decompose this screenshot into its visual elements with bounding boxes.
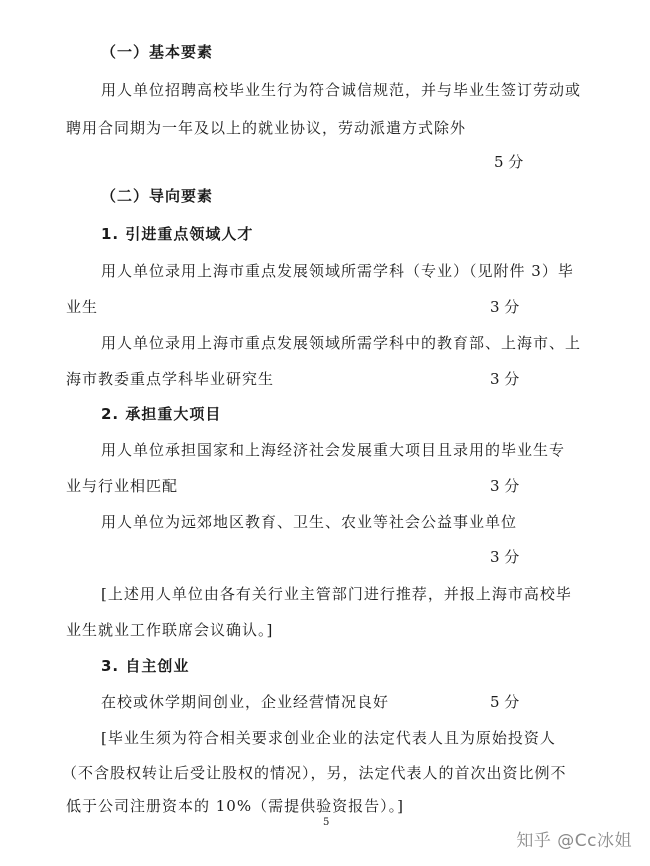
item1-text-line-1b: 业生: [66, 298, 99, 316]
item3-note-line-3: 低于公司注册资本的 10%（需提供验资报告）。]: [66, 797, 404, 815]
item3-note-line-1: [毕业生须为符合相关要求创业企业的法定代表人且为原始投资人: [101, 729, 556, 747]
item1-score-2: 3 分: [490, 370, 520, 388]
item2-title: 2. 承担重大项目: [101, 405, 222, 423]
item2-note-line-2: 业生就业工作联席会议确认。]: [66, 621, 274, 639]
item3-text: 在校或休学期间创业，企业经营情况良好: [101, 693, 390, 711]
item2-text-line-1b: 业与行业相匹配: [66, 477, 179, 495]
item2-score-1: 3 分: [490, 477, 520, 495]
item3-title: 3. 自主创业: [101, 657, 190, 675]
basic-score: 5 分: [494, 153, 524, 171]
item2-text-line-1a: 用人单位承担国家和上海经济社会发展重大项目且录用的毕业生专: [101, 441, 566, 459]
section-title-basic: （一）基本要素: [101, 43, 214, 61]
item3-score: 5 分: [490, 693, 520, 711]
basic-text-line-1: 用人单位招聘高校毕业生行为符合诚信规范，并与毕业生签订劳动或: [101, 81, 582, 99]
item2-note-line-1: [上述用人单位由各有关行业主管部门进行推荐，并报上海市高校毕: [101, 585, 572, 603]
section-title-guide: （二）导向要素: [101, 187, 214, 205]
item1-text-line-2a: 用人单位录用上海市重点发展领域所需学科中的教育部、上海市、上: [101, 334, 582, 352]
watermark-text: 知乎 @Cc冰姐: [516, 831, 632, 851]
item2-text-line-2: 用人单位为远郊地区教育、卫生、农业等社会公益事业单位: [101, 513, 518, 531]
basic-text-line-2: 聘用合同期为一年及以上的就业协议，劳动派遣方式除外: [66, 119, 467, 137]
item2-score-2: 3 分: [490, 548, 520, 566]
item3-note-line-2: （不含股权转让后受让股权的情况），另，法定代表人的首次出资比例不: [62, 764, 567, 782]
page-number: 5: [323, 817, 330, 828]
item1-score-1: 3 分: [490, 298, 520, 316]
item1-text-line-1a: 用人单位录用上海市重点发展领域所需学科（专业）（见附件 3）毕: [101, 262, 574, 280]
item1-text-line-2b: 海市教委重点学科毕业研究生: [66, 370, 275, 388]
item1-title: 1. 引进重点领域人才: [101, 225, 254, 243]
